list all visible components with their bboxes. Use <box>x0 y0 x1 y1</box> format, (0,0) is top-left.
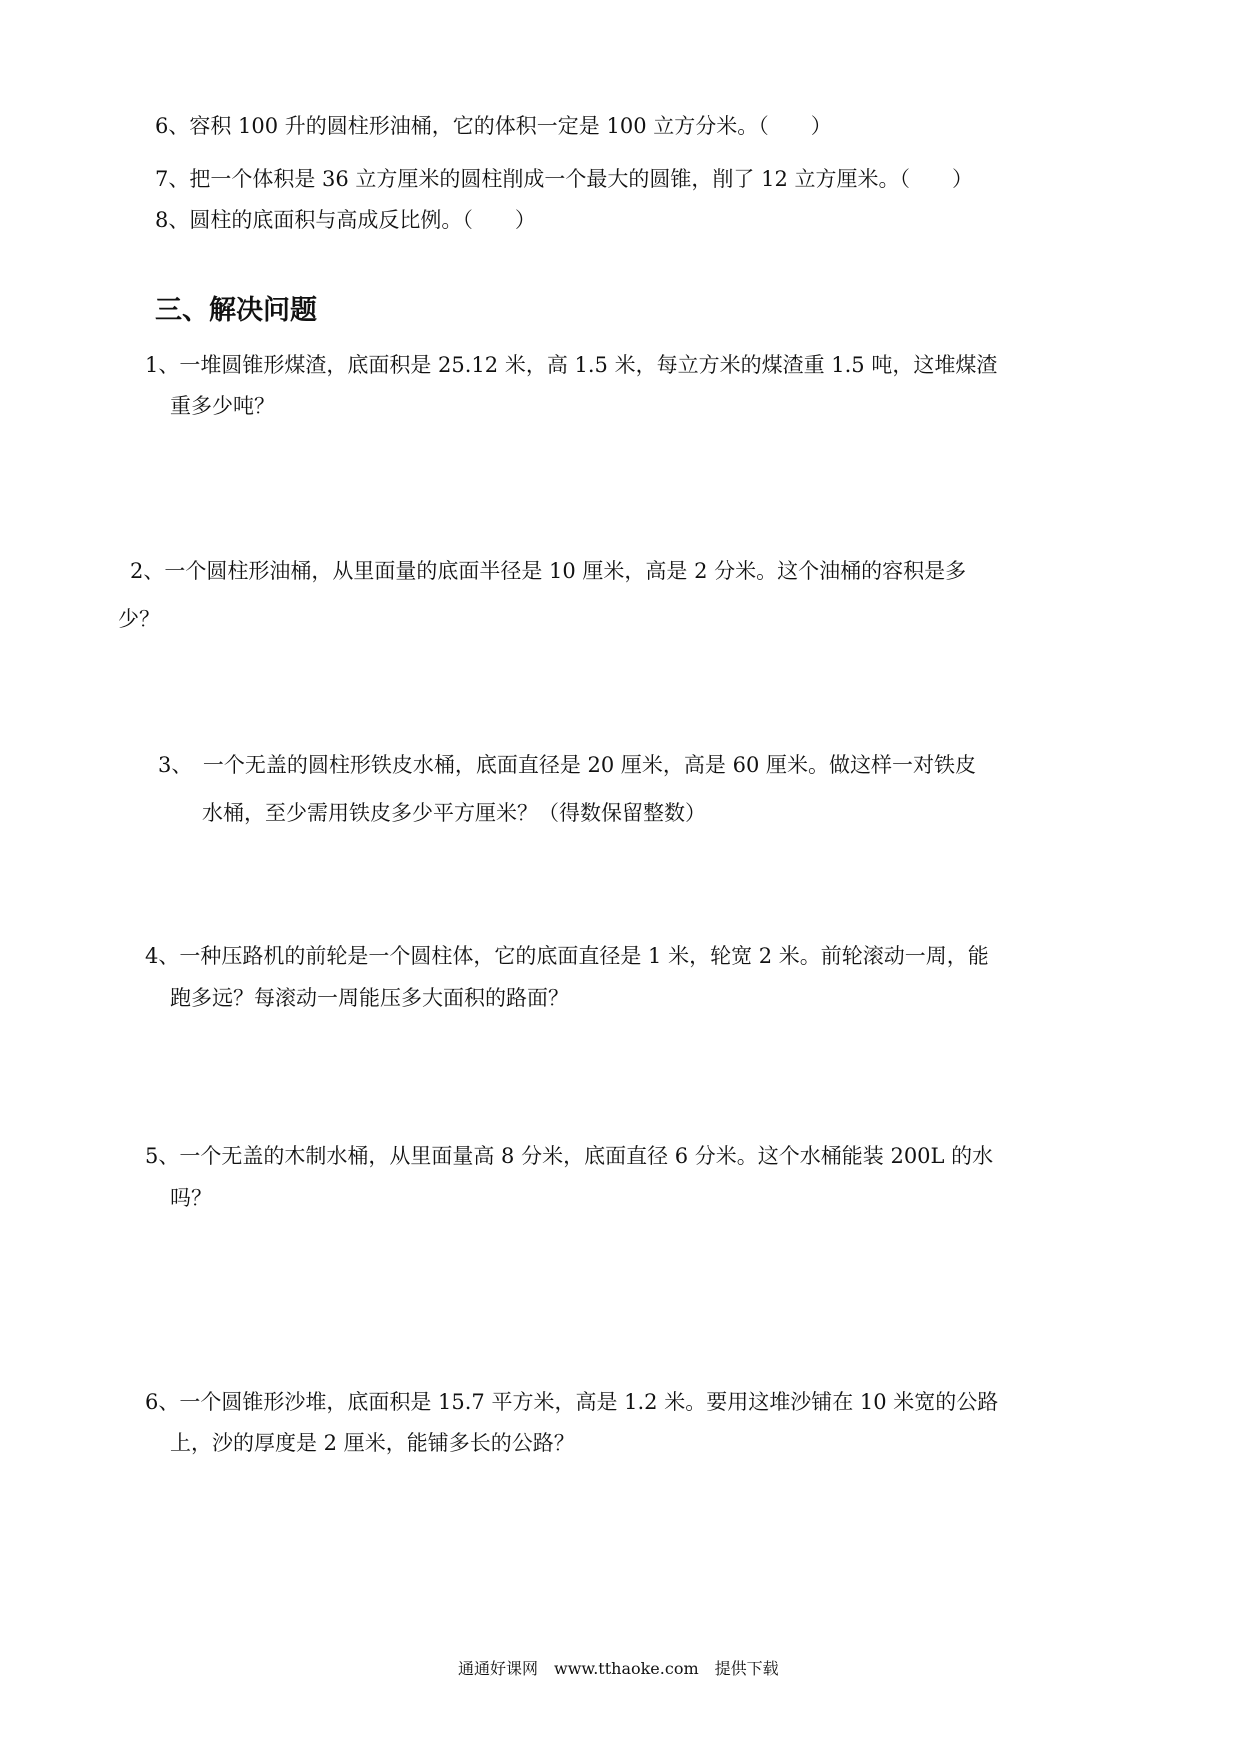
problem-1-line-2: 重多少吨？ <box>170 394 275 418</box>
problem-1-line-1: 1、一堆圆锥形煤渣，底面积是 25.12 米，高 1.5 米，每立方米的煤渣重 1.5 吨，这堆煤渣 <box>145 353 998 377</box>
judgement-item-8: 8、圆柱的底面积与高成反比例。（ ） <box>155 208 536 232</box>
problem-5-line-1: 5、一个无盖的木制水桶，从里面量高 8 分米，底面直径 6 分米。这个水桶能装 200L 的水 <box>145 1144 994 1168</box>
problem-4-line-2: 跑多远？每滚动一周能压多大面积的路面？ <box>170 986 569 1010</box>
section-title: 三、解决问题 <box>155 295 317 326</box>
problem-4-line-1: 4、一种压路机的前轮是一个圆柱体，它的底面直径是 1 米，轮宽 2 米。前轮滚动一周，能 <box>145 944 989 968</box>
problem-2-line-1: 2、一个圆柱形油桶，从里面量的底面半径是 10 厘米，高是 2 分米。这个油桶的容积是多 <box>130 559 967 583</box>
problem-5-line-2: 吗？ <box>170 1186 212 1210</box>
judgement-item-6: 6、容积 100 升的圆柱形油桶，它的体积一定是 100 立方分米。（ ） <box>155 114 832 138</box>
problem-6-line-1: 6、一个圆锥形沙堆，底面积是 15.7 平方米，高是 1.2 米。要用这堆沙铺在 10 米宽的公路 <box>145 1390 999 1414</box>
problem-3-line-2: 水桶，至少需用铁皮多少平方厘米？（得数保留整数） <box>202 801 706 825</box>
problem-3-line-1: 3、 一个无盖的圆柱形铁皮水桶，底面直径是 20 厘米，高是 60 厘米。做这样一对铁皮 <box>158 753 977 777</box>
judgement-item-7: 7、把一个体积是 36 立方厘米的圆柱削成一个最大的圆锥，削了 12 立方厘米。（ ） <box>155 167 974 191</box>
footer-credit: 通通好课网 www.tthaoke.com 提供下载 <box>458 1659 779 1678</box>
problem-6-line-2: 上，沙的厚度是 2 厘米，能铺多长的公路？ <box>170 1431 575 1455</box>
problem-2-line-2: 少？ <box>118 607 160 631</box>
